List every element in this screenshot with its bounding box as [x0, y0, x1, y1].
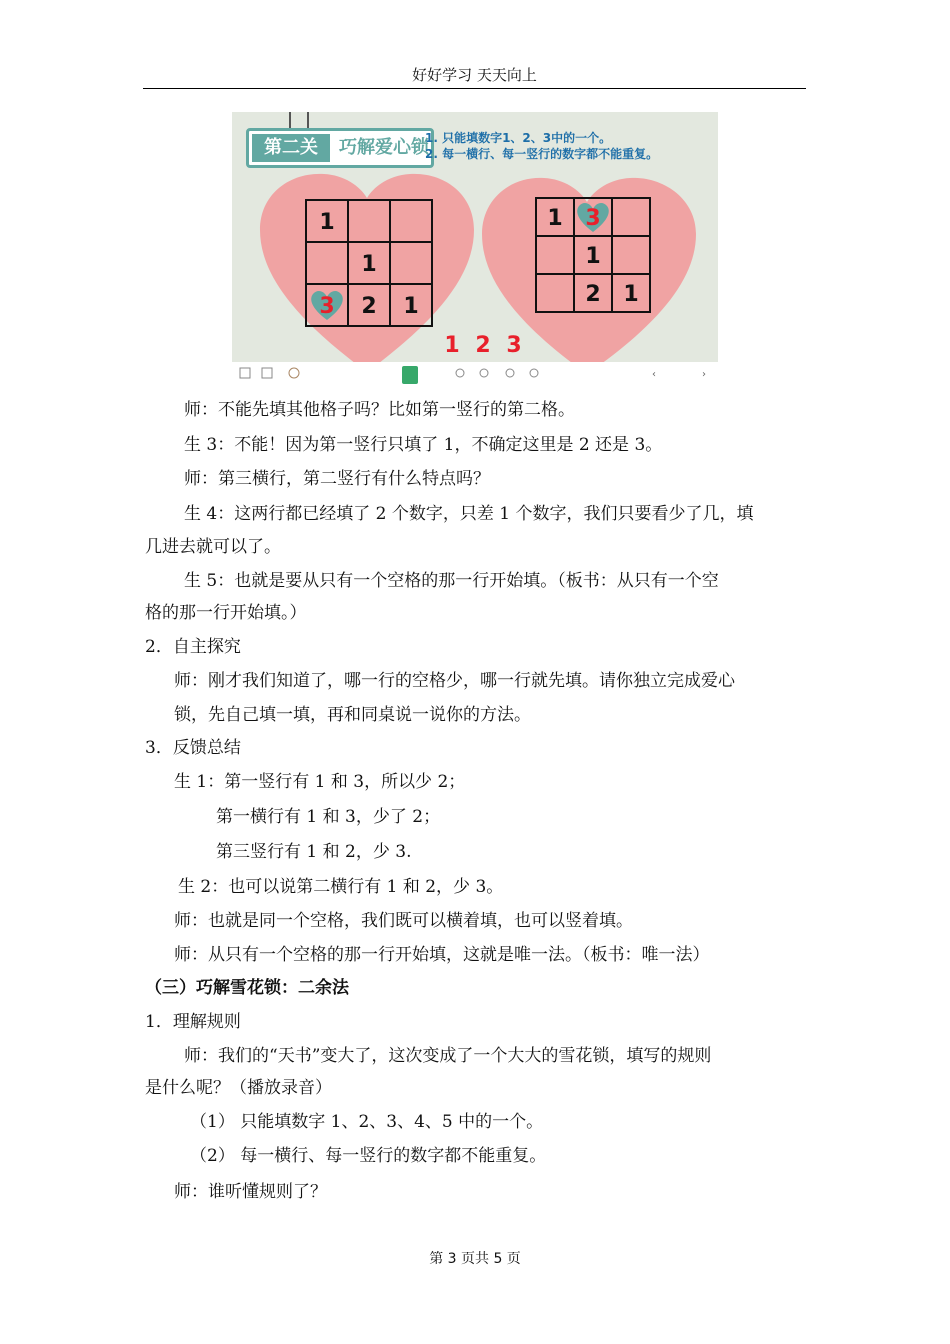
paragraph-line: 师：也就是同一个空格，我们既可以横着填，也可以竖着填。: [174, 911, 633, 931]
paragraph-line: 师：谁听懂规则了？: [174, 1182, 327, 1202]
paragraph-line: （2） 每一横行、每一竖行的数字都不能重复。: [190, 1146, 547, 1166]
page-footer: 第 3 页共 5 页: [429, 1251, 521, 1267]
select-tool-icon: [402, 366, 418, 384]
stage-title: 巧解爱心锁: [339, 137, 429, 158]
paragraph-line: 师：我们的“天书”变大了，这次变成了一个大大的雪花锁，填写的规则: [184, 1046, 712, 1066]
paragraph-line: 第三竖行有 1 和 2，少 3.: [216, 842, 412, 862]
grid-cell-value: 1: [403, 294, 419, 319]
lesson-slide-image: [232, 112, 718, 388]
paragraph-line: 生 4：这两行都已经填了 2 个数字，只差 1 个数字，我们只要看少了几，填: [184, 504, 754, 524]
prev-arrow-icon: ‹: [652, 369, 656, 380]
grid-cell-value: 1: [361, 252, 377, 277]
grid-cell-value: 1: [547, 206, 563, 231]
paragraph-line: 1．理解规则: [145, 1012, 241, 1032]
next-arrow-icon: ›: [702, 369, 706, 380]
grid-cell-value: 3: [319, 294, 335, 319]
paragraph-line: 师：从只有一个空格的那一行开始填，这就是唯一法。（板书：唯一法）: [174, 945, 710, 965]
number-choices: [444, 333, 521, 358]
number-choice: 3: [506, 333, 522, 358]
paragraph-line: 生 5：也就是要从只有一个空格的那一行开始填。（板书：从只有一个空: [184, 571, 719, 591]
stage-label: 第二关: [252, 134, 330, 162]
paragraph-line: 生 3：不能！因为第一竖行只填了 1，不确定这里是 2 还是 3。: [184, 435, 663, 455]
paragraph-line: 师：不能先填其他格子吗？比如第一竖行的第二格。: [184, 400, 575, 420]
paragraph-line: 生 1：第一竖行有 1 和 3，所以少 2；: [174, 772, 466, 792]
number-choice: 1: [444, 333, 460, 358]
slide-rule-1: 1. 只能填数字1、2、3中的一个。: [425, 131, 612, 145]
grid-cell-value: 1: [319, 210, 335, 235]
grid-cell-value: 1: [585, 244, 601, 269]
slide-rule-2: 2. 每一横行、每一竖行的数字都不能重复。: [425, 147, 659, 161]
paragraph-line: 是什么呢？（播放录音）: [145, 1078, 332, 1098]
paragraph-line: 2．自主探究: [145, 637, 241, 657]
paragraph-line: 格的那一行开始填。）: [145, 603, 307, 623]
slide-rules: [425, 130, 658, 162]
grid-cell-value: 2: [361, 294, 377, 319]
paragraph-line: 师：第三横行，第二竖行有什么特点吗？: [184, 469, 490, 489]
stage-banner: [246, 128, 434, 168]
section-heading: （三）巧解雪花锁：二余法: [145, 978, 349, 998]
number-choice: 2: [475, 333, 491, 358]
grid-cell-value: 1: [623, 282, 639, 307]
grid-cell-value: 3: [585, 206, 601, 231]
paragraph-line: 师：刚才我们知道了，哪一行的空格少，哪一行就先填。请你独立完成爱心: [174, 671, 735, 691]
grid-cell-value: 2: [585, 282, 601, 307]
paragraph-line: 第一横行有 1 和 3，少了 2；: [216, 807, 441, 827]
paragraph-line: 锁，先自己填一填，再和同桌说一说你的方法。: [174, 705, 531, 725]
paragraph-line: 几进去就可以了。: [145, 537, 281, 557]
paragraph-line: 生 2：也可以说第二横行有 1 和 2，少 3。: [178, 877, 504, 897]
page-header: 好好学习 天天向上: [143, 62, 806, 89]
paragraph-line: 3．反馈总结: [145, 738, 241, 758]
paragraph-line: （1） 只能填数字 1、2、3、4、5 中的一个。: [190, 1112, 544, 1132]
